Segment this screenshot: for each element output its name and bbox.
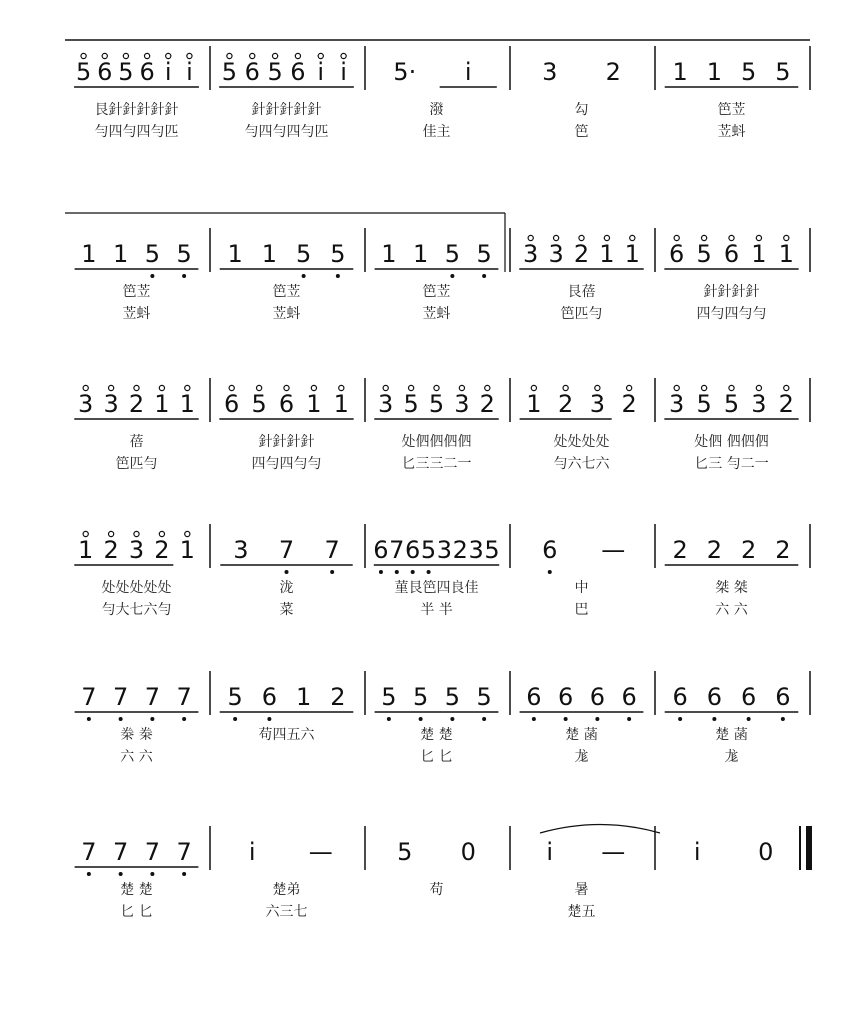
octave-dot-below xyxy=(532,717,536,721)
note-digit: i xyxy=(164,58,172,86)
note-digit: 6 xyxy=(706,683,723,711)
note-digit: 2 xyxy=(452,536,468,564)
note-digit: 6 xyxy=(224,390,240,418)
note-digit: 1 xyxy=(381,240,397,268)
qin-tablature: 泷 xyxy=(279,580,294,596)
qin-tablature: 处伵伵伵伵 xyxy=(401,434,472,450)
qin-tablature: 楚五 xyxy=(567,904,596,920)
note-digit: 6 xyxy=(740,683,757,711)
note-digit: 5 xyxy=(330,240,346,268)
note-digit: 5 xyxy=(723,390,740,418)
note-digit: 3 xyxy=(233,536,249,564)
note-digit: i xyxy=(186,58,193,86)
note-digit: 1 xyxy=(526,390,542,418)
octave-dot-below xyxy=(427,570,431,574)
octave-dot-below xyxy=(747,717,751,721)
qin-tablature: 楚 菡 xyxy=(565,727,598,743)
note-digit: 5 xyxy=(428,390,445,418)
octave-dot-below xyxy=(285,570,289,574)
qin-tablature: 笆苙 xyxy=(122,284,151,300)
note-digit: 5 xyxy=(403,390,419,418)
note-digit: — xyxy=(601,838,626,866)
note-digit: 3 xyxy=(378,390,394,418)
note-digit: 6 xyxy=(526,683,542,711)
note-digit: 5 xyxy=(696,240,712,268)
note-digit: i xyxy=(693,838,701,866)
note-digit: 3 xyxy=(78,390,94,418)
note-digit: i xyxy=(340,58,347,86)
note-digit: 6 xyxy=(290,58,306,86)
qin-tablature: 菜 xyxy=(279,602,294,618)
octave-dot-below xyxy=(595,717,599,721)
note-digit: 7 xyxy=(81,838,97,866)
note-digit: 6 xyxy=(621,683,637,711)
note-digit: 0 xyxy=(758,838,774,866)
octave-dot-below xyxy=(150,717,154,721)
qin-tablature: 六 六 xyxy=(715,602,748,618)
qin-tablature: 菫艮笆四良佳 xyxy=(394,580,479,596)
qin-tablature: 楚 菡 xyxy=(715,727,748,743)
qin-tablature: 六 六 xyxy=(120,749,153,765)
qin-tablature: 处处处处 xyxy=(553,434,610,450)
qin-tablature: 針針針針 xyxy=(258,434,315,450)
note-digit: 2 xyxy=(672,536,688,564)
octave-dot-below xyxy=(450,274,454,278)
octave-dot-below xyxy=(678,717,682,721)
qin-tablature: 佳主 xyxy=(422,124,451,140)
note-digit: 2 xyxy=(479,390,495,418)
note-digit: 0 xyxy=(460,838,476,866)
note-digit: 1 xyxy=(624,240,640,268)
qin-tablature: 笆苙 xyxy=(717,102,746,118)
note-digit: 1 xyxy=(306,390,322,418)
note-digit: 1 xyxy=(751,240,767,268)
note-digit: i xyxy=(464,58,472,86)
octave-dot-below xyxy=(712,717,716,721)
qin-tablature: 蓓 xyxy=(129,434,144,450)
note-digit: 3 xyxy=(468,536,484,564)
note-digit: 1 xyxy=(78,536,94,564)
note-digit: 3 xyxy=(589,390,606,418)
note-digit: 3 xyxy=(103,390,119,418)
octave-dot-below xyxy=(182,274,186,278)
note-digit: 3 xyxy=(454,390,470,418)
octave-dot-below xyxy=(150,274,154,278)
note-digit: 7 xyxy=(144,683,161,711)
note-digit: 5 xyxy=(221,58,238,86)
note-digit: 1 xyxy=(706,58,723,86)
qin-tablature: 匕三 勻二一 xyxy=(694,456,769,472)
qin-tablature: 四勻四勻勻 xyxy=(696,306,767,322)
note-digit: 6 xyxy=(723,240,740,268)
qin-tablature: 潑 xyxy=(429,102,444,118)
octave-dot-below xyxy=(627,717,631,721)
qin-tablature: 巴 xyxy=(574,602,589,618)
note-digit: 1 xyxy=(261,240,278,268)
qin-tablature: 笆匹勻 xyxy=(560,306,603,322)
tie-arc xyxy=(540,825,660,834)
note-digit: 3 xyxy=(128,536,145,564)
octave-dot-below xyxy=(267,717,271,721)
qin-tablature: 勻六七六 xyxy=(553,456,610,472)
qin-tablature: 半 半 xyxy=(420,602,453,618)
octave-dot-below xyxy=(379,570,383,574)
qin-tablature: 匕 匕 xyxy=(420,749,453,765)
qin-tablature: 楚 楚 xyxy=(420,727,453,743)
note-digit: 5 xyxy=(176,240,192,268)
octave-dot-below xyxy=(119,717,123,721)
note-digit: 5 xyxy=(484,536,500,564)
note-digit: 2 xyxy=(621,390,637,418)
note-digit: 7 xyxy=(144,838,161,866)
qin-tablature: 中 xyxy=(574,580,589,596)
qin-tablature: 勾 xyxy=(574,102,589,118)
qin-tablature: 笆匹勻 xyxy=(115,456,158,472)
note-digit: 1 xyxy=(81,240,97,268)
note-digit: 5 xyxy=(75,58,92,86)
qin-tablature: 苙蚪 xyxy=(717,124,746,140)
note-digit: 1 xyxy=(778,240,794,268)
octave-dot-below xyxy=(564,717,568,721)
qin-tablature: 艮蓓 xyxy=(567,284,596,300)
octave-dot-below xyxy=(482,717,486,721)
note-digit: 6 xyxy=(557,683,574,711)
note-digit: 2 xyxy=(330,683,346,711)
note-digit: 5 xyxy=(227,683,243,711)
note-digit: 5 xyxy=(144,240,161,268)
note-digit: 1 xyxy=(412,240,429,268)
qin-tablature: 笆苙 xyxy=(422,284,451,300)
octave-dot-below xyxy=(182,872,186,876)
qin-tablature: 苙蚪 xyxy=(422,306,451,322)
note-digit: 7 xyxy=(389,536,405,564)
note-digit: 3 xyxy=(542,58,558,86)
qin-tablature: 苙蚪 xyxy=(272,306,301,322)
note-digit: 2 xyxy=(103,536,119,564)
note-digit: 5 xyxy=(476,240,492,268)
qin-tablature: 四勻四勻勻 xyxy=(251,456,322,472)
note-digit: i xyxy=(546,838,554,866)
note-digit: 2 xyxy=(557,390,574,418)
note-digit: 7 xyxy=(112,838,129,866)
note-digit: 5· xyxy=(393,58,417,86)
qin-tablature: 桊 桊 xyxy=(120,727,153,743)
octave-dot-below xyxy=(87,872,91,876)
note-digit: 6 xyxy=(373,536,389,564)
octave-dot-below xyxy=(336,274,340,278)
note-digit: 5 xyxy=(444,683,461,711)
qin-tablature: 处伵 伵伵伵 xyxy=(694,434,769,450)
octave-dot-below xyxy=(482,274,486,278)
note-digit: 7 xyxy=(112,683,129,711)
note-digit: — xyxy=(308,838,333,866)
octave-dot-below xyxy=(150,872,154,876)
note-digit: 5 xyxy=(267,58,283,86)
note-digit: 5 xyxy=(420,536,437,564)
note-digit: 6 xyxy=(97,58,113,86)
note-digit: 6 xyxy=(672,683,688,711)
note-digit: 7 xyxy=(278,536,295,564)
note-digit: 2 xyxy=(778,390,794,418)
note-digit: 5 xyxy=(775,58,791,86)
qin-tablature: 針針針針針 xyxy=(251,102,322,118)
note-digit: 5 xyxy=(444,240,461,268)
octave-dot-below xyxy=(395,570,399,574)
note-digit: 2 xyxy=(154,536,170,564)
note-digit: 6 xyxy=(244,58,260,86)
note-digit: 3 xyxy=(436,536,453,564)
qin-tablature: 匕 匕 xyxy=(120,904,153,920)
octave-dot-below xyxy=(419,717,423,721)
note-digit: 7 xyxy=(176,683,192,711)
octave-dot-below xyxy=(387,717,391,721)
note-digit: 3 xyxy=(548,240,564,268)
note-digit: 5 xyxy=(295,240,312,268)
qin-tablature: 六三七 xyxy=(265,904,308,920)
octave-dot-below xyxy=(411,570,415,574)
octave-dot-below xyxy=(233,717,237,721)
note-digit: 5 xyxy=(412,683,429,711)
note-digit: 3 xyxy=(669,390,685,418)
note-digit: 5 xyxy=(251,390,267,418)
note-digit: 3 xyxy=(751,390,767,418)
note-digit: 6 xyxy=(775,683,791,711)
octave-dot-below xyxy=(302,274,306,278)
qin-tablature: 楚 楚 xyxy=(120,882,153,898)
note-digit: 5 xyxy=(740,58,757,86)
note-digit: 7 xyxy=(324,536,340,564)
note-digit: 6 xyxy=(278,390,295,418)
octave-dot-below xyxy=(119,872,123,876)
note-digit: 1 xyxy=(154,390,170,418)
note-digit: 5 xyxy=(118,58,134,86)
qin-tablature: 尨 xyxy=(724,749,739,765)
qin-tablature: 苟 xyxy=(429,882,444,898)
note-digit: 2 xyxy=(706,536,723,564)
note-digit: 5 xyxy=(397,838,413,866)
note-digit: 2 xyxy=(128,390,145,418)
note-digit: 1 xyxy=(179,536,195,564)
note-digit: 1 xyxy=(227,240,243,268)
note-digit: 2 xyxy=(740,536,757,564)
note-digit: 6 xyxy=(669,240,685,268)
qin-tablature: 笆苙 xyxy=(272,284,301,300)
qin-tablature: 苙蚪 xyxy=(122,306,151,322)
octave-dot-below xyxy=(87,717,91,721)
note-digit: 7 xyxy=(176,838,192,866)
qin-tablature: 勻四勻四勻匹 xyxy=(94,124,179,140)
note-digit: 1 xyxy=(295,683,312,711)
qin-tablature: 楚弟 xyxy=(272,882,301,898)
note-digit: 2 xyxy=(775,536,791,564)
note-digit: 3 xyxy=(523,240,539,268)
note-digit: 1 xyxy=(599,240,615,268)
note-digit: 6 xyxy=(542,536,558,564)
qin-tablature: 艮針針針針針 xyxy=(94,102,179,118)
final-barline-thick xyxy=(806,826,812,870)
octave-dot-below xyxy=(330,570,334,574)
note-digit: 2 xyxy=(573,240,590,268)
qin-tablature: 笆 xyxy=(574,124,589,140)
qin-tablature: 勻四勻四勻匹 xyxy=(244,124,329,140)
note-digit: 1 xyxy=(179,390,195,418)
qin-tablature: 匕三三二一 xyxy=(401,456,472,472)
note-digit: 1 xyxy=(672,58,688,86)
qin-tablature: 苟四五六 xyxy=(258,727,315,743)
qin-tablature: 尨 xyxy=(574,749,589,765)
note-digit: 6 xyxy=(261,683,278,711)
note-digit: 5 xyxy=(476,683,492,711)
note-digit: 1 xyxy=(112,240,129,268)
note-digit: i xyxy=(248,838,256,866)
note-digit: 1 xyxy=(333,390,349,418)
note-digit: 5 xyxy=(696,390,712,418)
note-digit: — xyxy=(601,536,626,564)
octave-dot-below xyxy=(182,717,186,721)
octave-dot-below xyxy=(781,717,785,721)
note-digit: 2 xyxy=(605,58,621,86)
qin-tablature: 暑 xyxy=(574,882,589,898)
note-digit: i xyxy=(317,58,325,86)
octave-dot-below xyxy=(450,717,454,721)
qin-tablature: 处处处处处 xyxy=(101,580,172,596)
note-digit: 6 xyxy=(139,58,155,86)
qin-tablature: 針針針針 xyxy=(703,284,760,300)
octave-dot-below xyxy=(548,570,552,574)
qin-tablature: 桀 桀 xyxy=(715,580,748,596)
note-digit: 7 xyxy=(81,683,97,711)
qin-tablature: 勻大七六勻 xyxy=(101,602,172,618)
note-digit: 5 xyxy=(381,683,397,711)
note-digit: 6 xyxy=(589,683,606,711)
note-digit: 6 xyxy=(405,536,421,564)
